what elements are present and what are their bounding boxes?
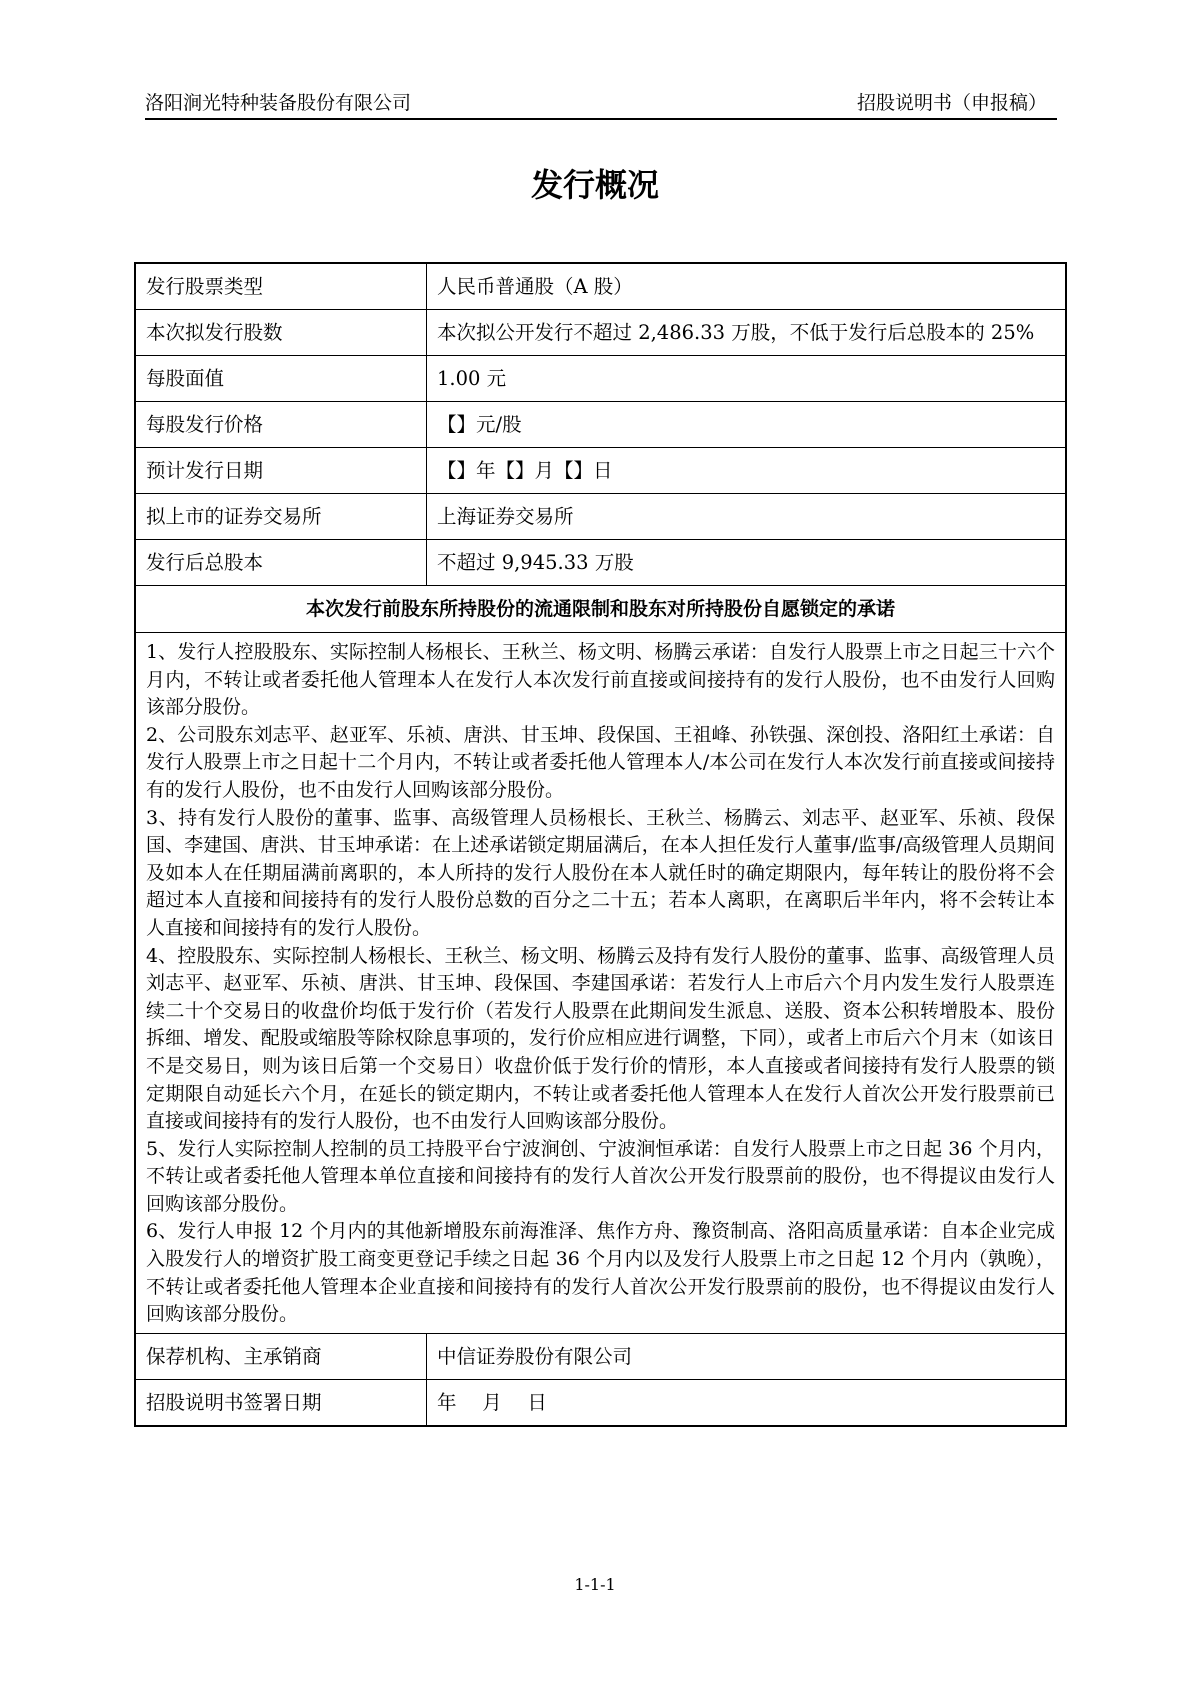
row-value: 【】年【】月【】日 — [427, 448, 1067, 494]
offering-overview-table — [134, 262, 1067, 1427]
table-row — [135, 310, 1066, 356]
commitment-item: 6、发行人申报 12 个月内的其他新增股东前海淮泽、焦作方舟、豫资制高、洛阳高质量承诺：自本企业完成入股发行人的增资扩股工商变更登记手续之日起 36 个月内以及发行人股票上市之日起 12 个月内（孰晚），不转让或者委托他人管理本企业直接和间接持有的发行人首次公开发行股票前的股份，也不得提议由发行人回购该部分股份。 — [146, 1220, 1055, 1326]
table-row — [135, 448, 1066, 494]
row-label: 本次拟发行股数 — [135, 310, 427, 356]
page-title: 发行概况 — [530, 166, 659, 204]
commitment-item: 4、控股股东、实际控制人杨根长、王秋兰、杨文明、杨腾云及持有发行人股份的董事、监事、高级管理人员刘志平、赵亚军、乐祯、唐洪、甘玉坤、段保国、李建国承诺：若发行人上市后六个月内发生发行人股票连续二十个交易日的收盘价均低于发行价（若发行人股票在此期间发生派息、送股、资本公积转增股本、股份拆细、增发、配股或缩股等除权除息事项的，发行价应相应进行调整，下同），或者上市后六个月末（如该日不是交易日，则为该日后第一个交易日）收盘价低于发行价的情形，本人直接或者间接持有发行人股票的锁定期限自动延长六个月，在延长的锁定期内，不转让或者委托他人管理本人在发行人首次公开发行股票前已直接或间接持有的发行人股份，也不由发行人回购该部分股份。 — [146, 944, 1055, 1133]
row-label: 发行股票类型 — [135, 263, 427, 310]
table-row — [135, 540, 1066, 586]
row-label: 预计发行日期 — [135, 448, 427, 494]
commitment-item: 2、公司股东刘志平、赵亚军、乐祯、唐洪、甘玉坤、段保国、王祖峰、孙铁强、深创投、洛阳红土承诺：自发行人股票上市之日起十二个月内，不转让或者委托他人管理本人/本公司在发行人本次发行前直接或间接持有的发行人股份，也不由发行人回购该部分股份。 — [146, 723, 1055, 801]
section-title: 本次发行前股东所持股份的流通限制和股东对所持股份自愿锁定的承诺 — [135, 586, 1066, 633]
row-label: 保荐机构、主承销商 — [135, 1333, 427, 1379]
row-value: 【】元/股 — [427, 402, 1067, 448]
row-label: 拟上市的证券交易所 — [135, 494, 427, 540]
commitment-item: 5、发行人实际控制人控制的员工持股平台宁波涧创、宁波涧恒承诺：自发行人股票上市之日起 36 个月内，不转让或者委托他人管理本单位直接和间接持有的发行人首次公开发行股票前的股份，也不得提议由发行人回购该部分股份。 — [146, 1137, 1055, 1215]
table-row — [135, 494, 1066, 540]
row-label: 发行后总股本 — [135, 540, 427, 586]
row-label: 每股面值 — [135, 356, 427, 402]
table-row — [135, 356, 1066, 402]
commitment-item: 1、发行人控股股东、实际控制人杨根长、王秋兰、杨文明、杨腾云承诺：自发行人股票上市之日起三十六个月内，不转让或者委托他人管理本人在发行人本次发行前直接或间接持有的发行人股份，也不由发行人回购该部分股份。 — [146, 641, 1055, 719]
row-label: 每股发行价格 — [135, 402, 427, 448]
document-type: 招股说明书（申报稿） — [856, 92, 1047, 114]
page-number: 1-1-1 — [574, 1575, 616, 1594]
commitments-row — [135, 633, 1066, 1334]
table-row — [135, 1333, 1066, 1379]
section-header-row — [135, 586, 1066, 633]
row-value: 本次拟公开发行不超过 2,486.33 万股，不低于发行后总股本的 25% — [427, 310, 1067, 356]
page-header — [145, 84, 1057, 120]
row-value: 中信证券股份有限公司 — [427, 1333, 1067, 1379]
row-value: 人民币普通股（A 股） — [427, 263, 1067, 310]
commitments-cell — [135, 633, 1066, 1334]
row-label: 招股说明书签署日期 — [135, 1379, 427, 1426]
commitment-item: 3、持有发行人股份的董事、监事、高级管理人员杨根长、王秋兰、杨腾云、刘志平、赵亚军、乐祯、段保国、李建国、唐洪、甘玉坤承诺：在上述承诺锁定期届满后，在本人担任发行人董事/监事/高级管理人员期间及如本人在任期届满前离职的，本人所持的发行人股份在本人就任时的确定期限内，每年转让的股份将不会超过本人直接和间接持有的发行人股份总数的百分之二十五；若本人离职，在离职后半年内，将不会转让本人直接和间接持有的发行人股份。 — [146, 806, 1055, 939]
table-row — [135, 402, 1066, 448]
company-name: 洛阳涧光特种装备股份有限公司 — [145, 92, 412, 114]
row-value: 1.00 元 — [427, 356, 1067, 402]
row-value: 不超过 9,945.33 万股 — [427, 540, 1067, 586]
row-value: 上海证券交易所 — [427, 494, 1067, 540]
row-value: 年 月 日 — [427, 1379, 1067, 1426]
table-row — [135, 1379, 1066, 1426]
table-row — [135, 263, 1066, 310]
